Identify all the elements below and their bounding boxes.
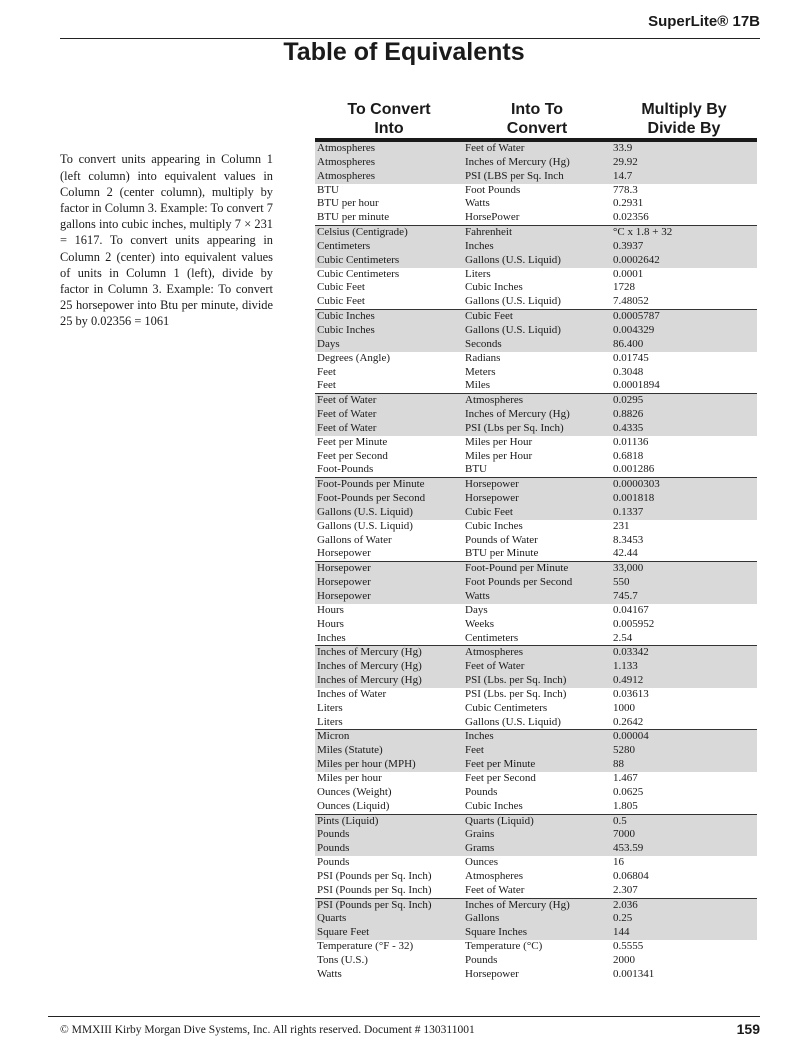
cell-factor: 144 (613, 926, 630, 939)
cell-convert-into: Quarts (317, 912, 347, 925)
table-row (315, 142, 757, 156)
cell-into-to-convert: BTU per Minute (465, 547, 539, 560)
page-number: 159 (736, 1021, 760, 1037)
cell-convert-into: Inches (317, 631, 346, 644)
cell-factor: 0.001286 (613, 463, 655, 476)
table-group (315, 478, 757, 562)
cell-convert-into: Miles per hour (MPH) (317, 758, 416, 771)
cell-convert-into: Foot-Pounds per Second (317, 492, 426, 505)
cell-factor: 0.0002642 (613, 253, 660, 266)
cell-convert-into: Feet per Second (317, 449, 388, 462)
table-row (315, 800, 757, 814)
table-row (315, 884, 757, 898)
footer-rule (48, 1016, 760, 1017)
cell-into-to-convert: Gallons (U.S. Liquid) (465, 323, 561, 336)
table-row (315, 394, 757, 408)
cell-into-to-convert: Meters (465, 365, 496, 378)
cell-convert-into: Cubic Centimeters (317, 267, 400, 280)
cell-into-to-convert: Centimeters (465, 631, 519, 644)
column-header-line: Into To (510, 101, 564, 118)
cell-factor: 0.4912 (613, 674, 644, 687)
cell-factor: 0.004329 (613, 323, 655, 336)
table-row (315, 226, 757, 240)
table-group (315, 226, 757, 310)
column-header-line: To Convert (347, 101, 431, 118)
column-header-convert-into (315, 100, 463, 138)
cell-into-to-convert: Feet (465, 744, 484, 757)
cell-into-to-convert: Gallons (U.S. Liquid) (465, 253, 561, 266)
cell-convert-into: Ounces (Liquid) (317, 799, 390, 812)
cell-factor: 0.001818 (613, 492, 655, 505)
cell-into-to-convert: Horsepower (465, 478, 519, 491)
cell-factor: 0.2642 (613, 715, 644, 728)
cell-convert-into: Cubic Feet (317, 295, 365, 308)
cell-factor: 0.00004 (613, 730, 649, 743)
cell-convert-into: PSI (Pounds per Sq. Inch) (317, 883, 432, 896)
cell-convert-into: Pounds (317, 856, 350, 869)
cell-factor: 0.0001894 (613, 379, 660, 392)
cell-convert-into: Tons (U.S.) (317, 953, 368, 966)
table-row (315, 295, 757, 309)
column-header-factor (611, 100, 757, 138)
cell-convert-into: Inches of Mercury (Hg) (317, 646, 422, 659)
cell-into-to-convert: Inches of Mercury (Hg) (465, 408, 570, 421)
table-row (315, 842, 757, 856)
cell-into-to-convert: BTU (465, 463, 487, 476)
table-group (315, 899, 757, 982)
table-row (315, 422, 757, 436)
table-row (315, 184, 757, 198)
table-row (315, 310, 757, 324)
cell-convert-into: Liters (317, 715, 343, 728)
cell-factor: 7000 (613, 828, 635, 841)
cell-factor: 1000 (613, 701, 635, 714)
table-row (315, 324, 757, 338)
cell-into-to-convert: Inches (465, 239, 494, 252)
cell-factor: 5280 (613, 744, 635, 757)
table-row (315, 576, 757, 590)
cell-into-to-convert: Feet of Water (465, 883, 525, 896)
table-row (315, 338, 757, 352)
table-row (315, 463, 757, 477)
cell-factor: 0.0005787 (613, 310, 660, 323)
cell-convert-into: Feet of Water (317, 421, 377, 434)
table-row (315, 547, 757, 561)
table-row (315, 870, 757, 884)
equivalents-table (315, 100, 757, 982)
cell-into-to-convert: Cubic Feet (465, 505, 513, 518)
cell-convert-into: BTU (317, 183, 339, 196)
cell-convert-into: Atmospheres (317, 155, 376, 168)
page-title: Table of Equivalents (283, 38, 525, 66)
table-row (315, 379, 757, 393)
intro-paragraph: To convert units appearing in Column 1 (left column) into equivalent values in Column 2 (center column), multiply by factor in Column 3. Example: To convert 7 gallons into cubic inches, multiply 7 × 231 = 1617. To convert units appearing in Column 2 (center) into equivalent values of units in Column 1 (left), divide by factor in Column 3. Example: To convert 25 horsepower into Btu per minute, divide 25 by 0.02356 = 1061 (60, 152, 273, 329)
table-row (315, 436, 757, 450)
cell-into-to-convert: PSI (LBS per Sq. Inch (465, 169, 564, 182)
cell-factor: 0.8826 (613, 408, 644, 421)
cell-convert-into: Degrees (Angle) (317, 351, 390, 364)
table-row (315, 786, 757, 800)
cell-factor: 0.001341 (613, 967, 655, 980)
cell-convert-into: Cubic Centimeters (317, 253, 400, 266)
cell-factor: 745.7 (613, 590, 638, 602)
cell-convert-into: Square Feet (317, 926, 370, 939)
column-header-into-to-convert (463, 100, 611, 138)
cell-factor: 86.400 (613, 337, 644, 350)
table-group (315, 646, 757, 730)
table-body (315, 142, 757, 982)
cell-factor: 0.2931 (613, 197, 644, 210)
cell-into-to-convert: HorsePower (465, 211, 520, 224)
table-row (315, 408, 757, 422)
column-header-line: Convert (506, 120, 568, 137)
cell-convert-into: Atmospheres (317, 142, 376, 154)
cell-convert-into: Miles per hour (317, 771, 382, 784)
cell-factor: 1.467 (613, 771, 638, 784)
cell-factor: 33,000 (613, 562, 644, 575)
table-row (315, 268, 757, 282)
cell-factor: 7.48052 (613, 295, 649, 308)
table-row (315, 968, 757, 982)
cell-into-to-convert: Feet per Second (465, 771, 536, 784)
cell-convert-into: Pounds (317, 828, 350, 841)
table-row (315, 156, 757, 170)
table-row (315, 758, 757, 772)
cell-factor: 2000 (613, 953, 635, 966)
cell-into-to-convert: Horsepower (465, 492, 519, 505)
cell-convert-into: Pints (Liquid) (317, 814, 379, 827)
cell-factor: 0.04167 (613, 603, 649, 616)
cell-into-to-convert: PSI (Lbs. per Sq. Inch) (465, 674, 567, 687)
cell-factor: 0.3048 (613, 365, 644, 378)
cell-convert-into: Hours (317, 603, 344, 616)
table-row (315, 716, 757, 730)
cell-factor: 16 (613, 856, 624, 869)
table-group (315, 142, 757, 226)
cell-convert-into: Horsepower (317, 547, 371, 560)
table-row (315, 450, 757, 464)
cell-factor: 1.133 (613, 660, 638, 673)
table-row (315, 940, 757, 954)
cell-factor: 0.0001 (613, 267, 644, 280)
cell-factor: °C x 1.8 + 32 (613, 226, 673, 239)
cell-factor: 0.01136 (613, 435, 649, 448)
cell-factor: 14.7 (613, 169, 633, 182)
cell-convert-into: Horsepower (317, 590, 371, 602)
table-row (315, 590, 757, 604)
table-row (315, 520, 757, 534)
cell-factor: 0.06804 (613, 869, 649, 882)
footer-copyright: © MMXIII Kirby Morgan Dive Systems, Inc. All rights reserved. Document # 130311001 (60, 1024, 475, 1036)
table-row (315, 912, 757, 926)
table-row (315, 534, 757, 548)
table-row (315, 828, 757, 842)
cell-into-to-convert: Grams (465, 842, 495, 855)
cell-convert-into: Miles (Statute) (317, 744, 383, 757)
cell-factor: 2.307 (613, 883, 638, 896)
table-group (315, 815, 757, 899)
cell-into-to-convert: Pounds (465, 785, 498, 798)
cell-convert-into: Feet (317, 365, 336, 378)
cell-into-to-convert: Quarts (Liquid) (465, 814, 534, 827)
cell-into-to-convert: Ounces (465, 856, 498, 869)
table-row (315, 254, 757, 268)
column-header-line: Divide By (647, 120, 721, 137)
table-group (315, 730, 757, 814)
cell-convert-into: Inches of Mercury (Hg) (317, 660, 422, 673)
table-row (315, 211, 757, 225)
table-row (315, 674, 757, 688)
cell-into-to-convert: Cubic Feet (465, 310, 513, 323)
cell-into-to-convert: Grains (465, 828, 495, 841)
cell-into-to-convert: Miles per Hour (465, 449, 533, 462)
cell-factor: 0.01745 (613, 351, 649, 364)
table-row (315, 646, 757, 660)
table-row (315, 730, 757, 744)
cell-convert-into: Days (317, 337, 340, 350)
table-row (315, 744, 757, 758)
cell-convert-into: Pounds (317, 842, 350, 855)
cell-factor: 42.44 (613, 547, 638, 560)
cell-factor: 453.59 (613, 842, 644, 855)
cell-into-to-convert: Cubic Inches (465, 799, 523, 812)
table-row (315, 366, 757, 380)
cell-into-to-convert: Watts (465, 590, 490, 602)
cell-into-to-convert: Temperature (°C) (465, 940, 543, 953)
cell-into-to-convert: Fahrenheit (465, 226, 513, 239)
cell-factor: 1.805 (613, 799, 638, 812)
cell-factor: 0.1337 (613, 505, 644, 518)
cell-into-to-convert: Cubic Inches (465, 519, 523, 532)
cell-into-to-convert: Pounds of Water (465, 533, 538, 546)
cell-convert-into: Inches of Water (317, 687, 387, 700)
cell-into-to-convert: Cubic Inches (465, 281, 523, 294)
cell-factor: 29.92 (613, 155, 638, 168)
table-row (315, 618, 757, 632)
cell-convert-into: Feet of Water (317, 408, 377, 421)
cell-into-to-convert: Miles (465, 379, 491, 392)
cell-into-to-convert: Gallons (465, 912, 500, 925)
cell-factor: 0.6818 (613, 449, 644, 462)
cell-into-to-convert: Inches (465, 730, 494, 743)
cell-into-to-convert: Pounds (465, 953, 498, 966)
cell-into-to-convert: Feet per Minute (465, 758, 536, 771)
cell-into-to-convert: PSI (Lbs. per Sq. Inch) (465, 687, 567, 700)
cell-into-to-convert: Liters (465, 267, 491, 280)
cell-into-to-convert: Foot Pounds (465, 183, 521, 196)
cell-factor: 778.3 (613, 183, 638, 196)
cell-into-to-convert: Radians (465, 351, 501, 364)
cell-convert-into: Feet of Water (317, 394, 377, 407)
cell-convert-into: Horsepower (317, 562, 371, 575)
cell-into-to-convert: Feet of Water (465, 142, 525, 154)
cell-factor: 0.25 (613, 912, 633, 925)
cell-convert-into: Inches of Mercury (Hg) (317, 674, 422, 687)
cell-factor: 0.5555 (613, 940, 644, 953)
cell-into-to-convert: Miles per Hour (465, 435, 533, 448)
cell-factor: 0.0625 (613, 785, 644, 798)
table-row (315, 170, 757, 184)
table-row (315, 352, 757, 366)
cell-factor: 0.0000303 (613, 478, 660, 491)
cell-convert-into: Feet per Minute (317, 435, 388, 448)
cell-convert-into: Micron (317, 730, 350, 743)
cell-factor: 8.3453 (613, 533, 644, 546)
cell-factor: 2.54 (613, 631, 633, 644)
cell-into-to-convert: Horsepower (465, 967, 519, 980)
table-row (315, 506, 757, 520)
cell-into-to-convert: Square Inches (465, 926, 528, 939)
cell-into-to-convert: Gallons (U.S. Liquid) (465, 715, 561, 728)
table-row (315, 281, 757, 295)
table-row (315, 815, 757, 829)
cell-factor: 0.02356 (613, 211, 649, 224)
cell-into-to-convert: Weeks (465, 617, 495, 630)
cell-into-to-convert: Foot-Pound per Minute (465, 562, 569, 575)
table-row (315, 492, 757, 506)
cell-factor: 0.0295 (613, 394, 644, 407)
table-row (315, 604, 757, 618)
cell-convert-into: Temperature (°F - 32) (317, 940, 414, 953)
table-row (315, 562, 757, 576)
cell-into-to-convert: Watts (465, 197, 490, 210)
column-header-line: Multiply By (641, 101, 727, 118)
cell-into-to-convert: Gallons (U.S. Liquid) (465, 295, 561, 308)
cell-convert-into: Atmospheres (317, 169, 376, 182)
cell-factor: 0.4335 (613, 421, 644, 434)
cell-factor: 2.036 (613, 898, 638, 911)
table-row (315, 954, 757, 968)
table-group (315, 394, 757, 478)
table-row (315, 899, 757, 913)
cell-convert-into: Ounces (Weight) (317, 785, 392, 798)
cell-into-to-convert: Foot Pounds per Second (465, 576, 573, 589)
cell-into-to-convert: Atmospheres (465, 869, 524, 882)
table-row (315, 478, 757, 492)
cell-factor: 1728 (613, 281, 635, 294)
cell-convert-into: BTU per hour (317, 197, 379, 210)
cell-convert-into: Foot-Pounds per Minute (317, 478, 425, 491)
column-header-line: Into (374, 120, 404, 137)
cell-into-to-convert: Atmospheres (465, 646, 524, 659)
cell-factor: 550 (613, 576, 630, 589)
cell-into-to-convert: Inches of Mercury (Hg) (465, 155, 570, 168)
table-row (315, 772, 757, 786)
cell-convert-into: Horsepower (317, 576, 371, 589)
cell-convert-into: Cubic Inches (317, 323, 375, 336)
table-row (315, 632, 757, 646)
cell-convert-into: PSI (Pounds per Sq. Inch) (317, 898, 432, 911)
cell-into-to-convert: Cubic Centimeters (465, 701, 548, 714)
table-row (315, 856, 757, 870)
cell-convert-into: Liters (317, 701, 343, 714)
cell-factor: 0.03613 (613, 687, 649, 700)
cell-convert-into: Hours (317, 617, 344, 630)
table-row (315, 702, 757, 716)
cell-into-to-convert: Atmospheres (465, 394, 524, 407)
table-row (315, 660, 757, 674)
table-row (315, 197, 757, 211)
cell-factor: 0.5 (613, 814, 627, 827)
cell-factor: 33.9 (613, 142, 633, 154)
cell-factor: 0.3937 (613, 239, 644, 252)
table-column-headers (315, 100, 757, 138)
cell-into-to-convert: Seconds (465, 337, 502, 350)
cell-factor: 88 (613, 758, 624, 771)
cell-convert-into: Centimeters (317, 239, 371, 252)
table-group (315, 310, 757, 394)
cell-into-to-convert: PSI (Lbs per Sq. Inch) (465, 421, 564, 434)
cell-convert-into: Gallons of Water (317, 533, 392, 546)
cell-factor: 0.005952 (613, 617, 655, 630)
table-row (315, 688, 757, 702)
cell-convert-into: PSI (Pounds per Sq. Inch) (317, 869, 432, 882)
cell-convert-into: Gallons (U.S. Liquid) (317, 505, 413, 518)
cell-convert-into: BTU per minute (317, 211, 390, 224)
cell-convert-into: Cubic Inches (317, 310, 375, 323)
cell-convert-into: Foot-Pounds (317, 463, 374, 476)
cell-into-to-convert: Days (465, 603, 488, 616)
cell-convert-into: Celsius (Centigrade) (317, 226, 408, 239)
table-row (315, 926, 757, 940)
cell-convert-into: Watts (317, 967, 342, 980)
cell-factor: 231 (613, 519, 630, 532)
cell-factor: 0.03342 (613, 646, 649, 659)
table-row (315, 240, 757, 254)
table-group (315, 562, 757, 646)
cell-convert-into: Cubic Feet (317, 281, 365, 294)
cell-convert-into: Gallons (U.S. Liquid) (317, 519, 413, 532)
cell-into-to-convert: Inches of Mercury (Hg) (465, 898, 570, 911)
header-brand: SuperLite® 17B (648, 13, 760, 30)
cell-into-to-convert: Feet of Water (465, 660, 525, 673)
cell-convert-into: Feet (317, 379, 336, 392)
